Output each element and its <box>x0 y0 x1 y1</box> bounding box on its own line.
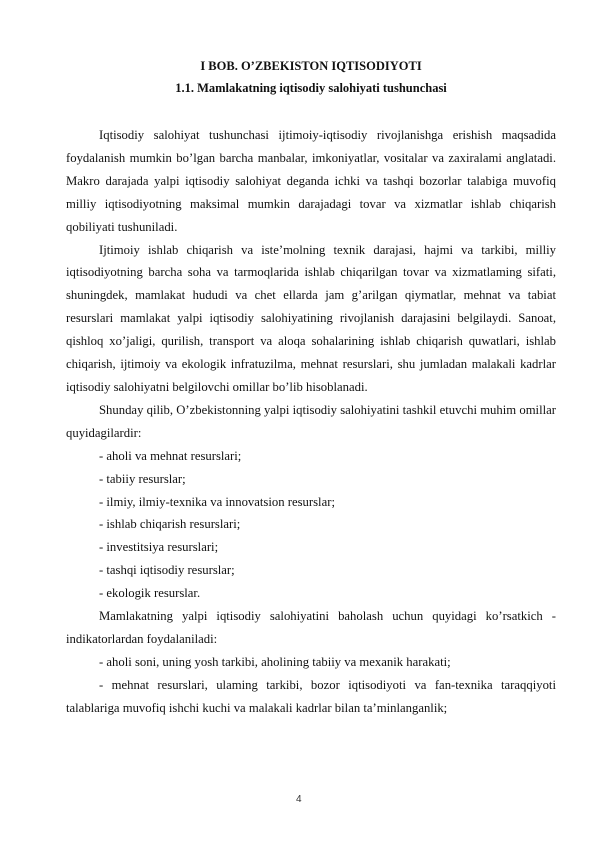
list-item: - investitsiya resurslari; <box>99 540 219 555</box>
paragraph: Shunday qilib, O’zbekistonning yalpi iqtisodiy salohiyatini tashkil etuvchi muhim omillar quyidagilardir: <box>66 402 560 440</box>
list-item: - tashqi iqtisodiy resurslar; <box>99 563 235 578</box>
list-item: - ilmiy, ilmiy-texnika va innovatsion resurslar; <box>99 494 335 509</box>
list-item: - aholi soni, uning yosh tarkibi, aholining tabiiy va mexanik harakati; <box>99 654 451 669</box>
list-item: - ishlab chiqarish resurslari; <box>99 517 241 532</box>
list-item: - mehnat resurslari, ulaming tarkibi, bozor iqtisodiyoti va fan-texnika taraqqiyoti talablariga muvofiq ishchi kuchi va malakali kadrlar bilan ta’minlanganlik; <box>66 677 560 715</box>
paragraph: Mamlakatning yalpi iqtisodiy salohiyatini baholash uchun quyidagi ko’rsatkich -indikatorlardan foydalaniladi: <box>66 609 556 646</box>
page-number: 4 <box>296 794 302 805</box>
paragraph: Iqtisodiy salohiyat tushunchasi ijtimoiy-iqtisodiy rivojlanishga erishish maqsadida foydalanish mumkin bo’lgan barcha manbalar, imkoniyatlar, vositalar va zaxiralami anglatadi. Makro darajada yalpi iqtisodiy salohiyat deganda ichki va tashqi bozorlar talabiga muvofiq milliy iqtisodiyotning maksimal mumkin darajadagi tovar va xizmatlar ishlab chiqarish qobiliyati tushuniladi. <box>66 128 560 234</box>
body-text <box>66 124 560 720</box>
list-item: - ekologik resurslar. <box>99 586 201 601</box>
list-item: - aholi va mehnat resurslari; <box>99 448 242 463</box>
paragraph: Ijtimoiy ishlab chiqarish va iste’molning texnik darajasi, hajmi va tarkibi, milliy iqtisodiyotning barcha soha va tarmoqlarida ishlab chiqarilgan tovar va xizmatlaming sifati, shuningdek, mamlakat hududi va chet ellarda jam g’arilgan qiymatlar, mehnat va tabiat resurslari mamlakat yalpi iqtisodiy salohiyatining rivojlanish darajasini belgilaydi. Sanoat, qishloq xo’jaligi, qurilish, transport va aloqa sohalarining ishlab chiqarish quwatlari, ishlab chiqarish, ijtimoiy va ekologik infratuzilma, mehnat resurslari, shu jumladan malakali kadrlar iqtisodiy salohiyatni belgilovchi omillar bo’lib hisoblanadi. <box>66 242 560 394</box>
chapter-title: I BOB. O’ZBEKISTON IQTISODIYOTI <box>200 59 422 73</box>
section-title: 1.1. Mamlakatning iqtisodiy salohiyati tushunchasi <box>175 81 447 95</box>
list-item: - tabiiy resurslar; <box>99 471 186 486</box>
